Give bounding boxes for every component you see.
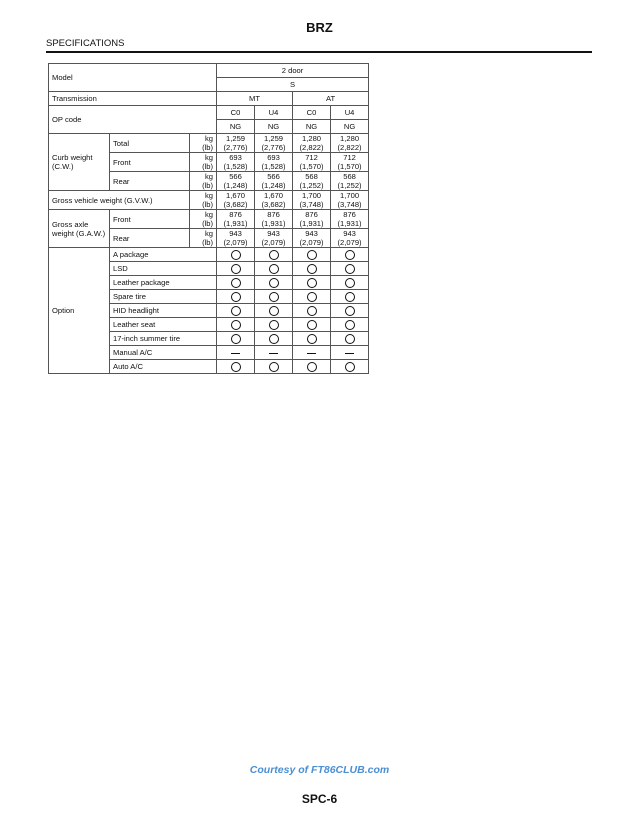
circle-mark-icon [307,334,317,344]
value-kg: 568 [343,172,356,181]
circle-mark-icon [269,264,279,274]
weight-value [293,172,331,191]
circle-mark-icon [269,250,279,260]
value-lb: (1,570) [299,162,324,171]
circle-mark-icon [269,320,279,330]
option-mark-cell [331,248,369,262]
unit-lb: (lb) [202,143,214,152]
option-mark-cell [293,290,331,304]
value-kg: 1,700 [340,191,360,200]
circle-mark-icon [345,320,355,330]
opcode-row [49,106,369,120]
option-mark-cell [293,332,331,346]
value-lb: (2,822) [337,143,362,152]
circle-mark-icon [269,362,279,372]
circle-mark-icon [307,362,317,372]
transmission-at: AT [293,92,369,106]
weight-value [217,191,255,210]
option-mark-cell [331,290,369,304]
opcode-cell: NG [293,120,331,134]
weight-value [293,210,331,229]
model-doors: 2 door [217,64,369,78]
option-mark-cell [217,346,255,360]
value-kg: 712 [305,153,318,162]
value-lb: (3,682) [223,200,248,209]
unit-lb: (lb) [202,162,214,171]
opcode-cell: NG [255,120,293,134]
circle-mark-icon [345,264,355,274]
weight-row [49,191,369,210]
weight-row [49,134,369,153]
dash-mark-icon [231,353,240,354]
value-lb: (3,748) [299,200,324,209]
option-label: Option [49,248,110,374]
option-mark-cell [217,262,255,276]
option-name: HID headlight [110,304,217,318]
value-lb: (2,079) [299,238,324,247]
value-lb: (1,931) [337,219,362,228]
option-mark-cell [331,262,369,276]
weight-value [217,153,255,172]
opcode-cell: NG [217,120,255,134]
option-mark-cell [293,360,331,374]
circle-mark-icon [231,334,241,344]
value-lb: (2,776) [223,143,248,152]
circle-mark-icon [345,292,355,302]
value-kg: 1,280 [340,134,360,143]
unit-lb: (lb) [202,200,214,209]
option-mark-cell [293,346,331,360]
value-kg: 1,700 [302,191,322,200]
weight-value [255,153,293,172]
option-mark-cell [217,318,255,332]
option-mark-cell [331,360,369,374]
weight-value [331,229,369,248]
transmission-mt: MT [217,92,293,106]
option-row [49,248,369,262]
option-name: 17-inch summer tire [110,332,217,346]
unit-kg: kg [205,172,214,181]
option-mark-cell [255,304,293,318]
value-kg: 1,670 [226,191,246,200]
value-lb: (1,570) [337,162,362,171]
weight-label: Front [110,210,190,229]
circle-mark-icon [269,334,279,344]
weight-value [217,229,255,248]
transmission-row [49,92,369,106]
value-lb: (1,252) [299,181,324,190]
value-kg: 1,670 [264,191,284,200]
circle-mark-icon [345,334,355,344]
page-number: SPC-6 [301,792,338,806]
option-mark-cell [331,276,369,290]
option-mark-cell [293,304,331,318]
weight-label: Rear [110,172,190,191]
option-mark-cell [217,248,255,262]
circle-mark-icon [345,306,355,316]
circle-mark-icon [307,250,317,260]
value-kg: 943 [267,229,280,238]
option-mark-cell [255,346,293,360]
opcode-cell: C0 [293,106,331,120]
value-kg: 943 [343,229,356,238]
option-mark-cell [217,290,255,304]
weight-unit [190,153,217,172]
weight-unit [190,172,217,191]
value-lb: (2,776) [261,143,286,152]
value-lb: (1,248) [261,181,286,190]
circle-mark-icon [231,362,241,372]
gross-axle-weight-label: Gross axle weight (G.A.W.) [49,210,110,248]
opcode-cell: NG [331,120,369,134]
dash-mark-icon [307,353,316,354]
value-kg: 876 [229,210,242,219]
weight-label: Total [110,134,190,153]
value-kg: 1,259 [226,134,246,143]
opcode-label: OP code [49,106,217,134]
weight-value [331,172,369,191]
circle-mark-icon [231,306,241,316]
weight-value [255,210,293,229]
value-kg: 876 [343,210,356,219]
weight-unit [190,191,217,210]
circle-mark-icon [345,278,355,288]
weight-value [293,191,331,210]
weight-value [331,134,369,153]
weight-label: Rear [110,229,190,248]
weight-value [293,134,331,153]
value-lb: (2,079) [261,238,286,247]
value-kg: 876 [305,210,318,219]
value-kg: 693 [229,153,242,162]
weight-row [49,210,369,229]
option-mark-cell [255,360,293,374]
option-name: Leather seat [110,318,217,332]
weight-value [255,191,293,210]
value-lb: (1,931) [223,219,248,228]
value-kg: 568 [305,172,318,181]
option-mark-cell [293,318,331,332]
option-mark-cell [255,262,293,276]
option-name: Auto A/C [110,360,217,374]
value-kg: 943 [229,229,242,238]
weight-value [255,172,293,191]
circle-mark-icon [231,292,241,302]
weight-value [293,229,331,248]
option-mark-cell [255,290,293,304]
circle-mark-icon [269,306,279,316]
value-kg: 566 [267,172,280,181]
unit-kg: kg [205,191,214,200]
value-kg: 1,259 [264,134,284,143]
weight-value [331,153,369,172]
model-label: Model [49,64,217,92]
option-mark-cell [217,276,255,290]
model-row [49,64,369,78]
value-kg: 876 [267,210,280,219]
opcode-cell: C0 [217,106,255,120]
value-lb: (2,079) [223,238,248,247]
value-lb: (1,931) [261,219,286,228]
weight-value [255,229,293,248]
unit-kg: kg [205,153,214,162]
value-lb: (1,248) [223,181,248,190]
model-grade: S [217,78,369,92]
option-mark-cell [293,248,331,262]
option-mark-cell [293,262,331,276]
unit-kg: kg [205,210,214,219]
unit-kg: kg [205,134,214,143]
option-mark-cell [331,346,369,360]
transmission-label: Transmission [49,92,217,106]
option-mark-cell [217,360,255,374]
circle-mark-icon [345,250,355,260]
weight-value [331,191,369,210]
circle-mark-icon [307,292,317,302]
circle-mark-icon [307,320,317,330]
weight-unit [190,134,217,153]
value-kg: 566 [229,172,242,181]
option-mark-cell [217,304,255,318]
weight-value [255,134,293,153]
weight-unit [190,210,217,229]
option-mark-cell [331,304,369,318]
weight-value [217,210,255,229]
unit-lb: (lb) [202,181,214,190]
weight-label: Gross vehicle weight (G.V.W.) [49,191,190,210]
value-lb: (3,748) [337,200,362,209]
unit-lb: (lb) [202,219,214,228]
value-kg: 712 [343,153,356,162]
option-mark-cell [217,332,255,346]
weight-value [293,153,331,172]
value-kg: 693 [267,153,280,162]
value-lb: (1,528) [261,162,286,171]
circle-mark-icon [231,250,241,260]
weight-label: Front [110,153,190,172]
option-mark-cell [255,276,293,290]
value-lb: (1,528) [223,162,248,171]
courtesy-note: Courtesy of FT86CLUB.com [249,764,390,776]
opcode-cell: U4 [331,106,369,120]
header-brand: BRZ [306,20,333,35]
option-mark-cell [255,248,293,262]
option-name: LSD [110,262,217,276]
value-lb: (2,079) [337,238,362,247]
option-mark-cell [255,332,293,346]
circle-mark-icon [307,278,317,288]
option-mark-cell [331,332,369,346]
value-lb: (3,682) [261,200,286,209]
header-divider [46,51,592,53]
circle-mark-icon [269,278,279,288]
circle-mark-icon [269,292,279,302]
option-name: Leather package [110,276,217,290]
option-mark-cell [255,318,293,332]
value-lb: (1,252) [337,181,362,190]
weight-unit [190,229,217,248]
section-title: SPECIFICATIONS [46,38,125,49]
option-name: Spare tire [110,290,217,304]
circle-mark-icon [345,362,355,372]
opcode-cell: U4 [255,106,293,120]
option-mark-cell [331,318,369,332]
circle-mark-icon [307,306,317,316]
circle-mark-icon [231,278,241,288]
circle-mark-icon [231,320,241,330]
circle-mark-icon [231,264,241,274]
weight-value [217,134,255,153]
value-lb: (2,822) [299,143,324,152]
unit-lb: (lb) [202,238,214,247]
value-kg: 943 [305,229,318,238]
dash-mark-icon [269,353,278,354]
dash-mark-icon [345,353,354,354]
option-mark-cell [293,276,331,290]
option-name: A package [110,248,217,262]
circle-mark-icon [307,264,317,274]
spec-table [48,63,369,374]
value-kg: 1,280 [302,134,322,143]
curb-weight-label: Curb weight (C.W.) [49,134,110,191]
value-lb: (1,931) [299,219,324,228]
option-name: Manual A/C [110,346,217,360]
unit-kg: kg [205,229,214,238]
weight-value [217,172,255,191]
weight-value [331,210,369,229]
